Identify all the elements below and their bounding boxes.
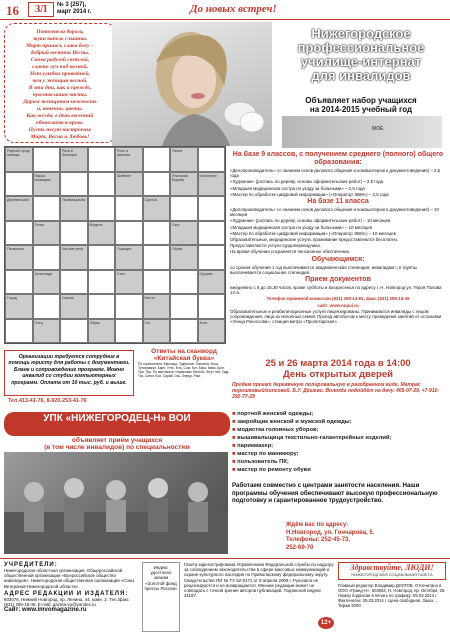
crossword-clue-cell: Атлантида [33,270,61,295]
answers-title: Ответы на сканворд «Китайская буква» [151,348,217,362]
crossword-cell [143,147,171,172]
crossword-cell [5,172,33,197]
classified-ad: Продам проект деревянную полировальную в разобранном виде. Матрас порошковый/гипсовой. Б.У. Дёшево. Вологда подойдёт на дачу. 465-07-29, +7-910-392-77-29 [232,382,440,400]
specialty-item: ■ пользователь ПК; [232,458,446,466]
poem [9,29,111,141]
founders-label: УЧРЕДИТЕЛИ: [4,562,58,568]
specialty-item: ■ вышивальщица текстильно-галантерейных изделий; [232,434,446,442]
crossword-clue-cell: Обувь [170,245,198,270]
crossword-cell [198,196,226,221]
poem-line: Март пришел, слава Богу – [26,43,94,49]
crossword-cell [88,270,116,295]
founders-text: Нижегородская областная организация, Общероссийской общественной организации «Всероссийское общество инвалидов», Нижегородская общественная организация «Союз Ветеранов Нижегородской области». [4,568,135,589]
crossword-clue-cell: Родной город певицы [5,147,33,172]
info-item: «Делопроизводитель» со знанием основ делового общения и компьютерного документоведения) – 2,5 года [230,168,441,179]
poem-line: чувства наши чисты. [32,92,88,98]
age-rating-badge: 12+ [318,617,334,629]
specialty-item: ■ парикмахер; [232,442,446,450]
info-item: Предоставляются услуги сурдопереводчика. [230,243,322,249]
crossword-cell [170,196,198,221]
crossword-clue-cell: Провинциалы [60,196,88,221]
crossword-cell [60,319,88,344]
woman-portrait-photo [112,22,272,146]
registration-info: Газета зарегистрирована Управлением Федеральной службы по надзору за соблюдением законодательства в сфере массовых коммуникаций и охране культурного наследия по Приволжскому федеральному округу. Свидетельство ПИ № ТУ 52-0171 от 9 апреля 2009 г. Рукописи не рецензируются и не возвращаются. Мнение редакции может не совпадать с точкой зрения авторов публикаций. Подписной индекс 31187. [184,562,334,599]
open-day [238,358,438,380]
crossword-cell [170,319,198,344]
issue-info [57,2,91,16]
upk-closing: Работаем совместно с центрами занятости населения. Наши программы обучения обеспечивают высокую профессиональную подготовку и гарантированное трудоустройство. [232,482,438,504]
crossword-cell [88,172,116,197]
upk-group-photo [4,452,228,554]
announce-line: Объявляет набор учащихся [305,96,417,105]
crossword-cell [33,147,61,172]
group-illustration [4,452,228,554]
portrait-illustration [112,22,272,146]
poem-line: Пусть несут настроенье [28,127,92,133]
upk-title: УПК «НИЖЕГОРОДЕЦ-Н» ВОИ [43,413,191,424]
upk-specialties [232,410,446,474]
announce-line: на 2014-2015 учебный год [309,105,413,114]
upk-banner [4,412,230,436]
issue-number: № 3 (257), [57,2,87,8]
poem-line: чем у женщин весной. [32,78,88,84]
poem-line: В эти дни, как и прежде, [28,85,92,91]
info-item: На время обучения сохраняется пенсионное обеспечение. [230,249,351,255]
upk-subtitle [4,437,230,451]
poem-line: Снова радугой светлой, [30,57,90,63]
crossword-cell [170,294,198,319]
upk-contacts [286,522,374,552]
footer-divider [0,558,450,559]
info-heading: Прием документов [305,276,371,284]
site-link[interactable]: Сайт: www.imvomagazine.ru [4,607,87,614]
crossword-cell [33,245,61,270]
crossword-cell [5,319,33,344]
crossword-cell [88,245,116,270]
crossword-cell [60,270,88,295]
info-heading: Обучающимся: [311,255,365,263]
crossword-cell [115,319,143,344]
crossword-clue-cell: Кинотеатр [198,172,226,197]
info-item: «Художник» (роспись по дереву, основы оформительских работ) – 2,5 года [230,179,384,185]
crossword-cell [60,172,88,197]
crossword-clue-cell: Стих [115,270,143,295]
upk-subtitle-line: (в том числе инвалидов) по специальностям [44,444,190,451]
crossword-clue-cell: Обувь [88,319,116,344]
crossword-clue-cell: Река в Франции [60,147,88,172]
newspaper-subtitle: НИЖЕГОРОДСКАЯ СОЦИАЛЬНАЯ ГАЗЕТА [351,572,433,577]
contacts-phones: 252-69-70 [286,544,314,551]
info-item: «Делопроизводитель» со знанием основ делового общения и компьютерного документоведения) – 10 месяцев [230,207,439,218]
info-item: «Младшая медицинская сестра по уходу за больными» – 10 месяцев [230,224,373,230]
crossword-clue-cell: Сказка [60,294,88,319]
crossword-clue-cell: Песня [170,147,198,172]
crossword-clue-cell: Гол [143,319,171,344]
crossword-cell [88,196,116,221]
job-phone: Тел.413-41-76, 8-920-253-41-76 [8,398,87,404]
crossword-cell [5,221,33,246]
info-item: ежедневно с 9 до 15.30 часов, кроме субботы и воскресенья по адресу г. Н. Новгород ул. Героя Попова 12-а. [230,285,442,296]
crossword-clue-cell: Японская борьба [170,172,198,197]
school-announcement [275,96,447,114]
crossword-clue-cell: Деревенский [5,196,33,221]
contacts-title: Ждём вас по адресу: [286,522,349,528]
crossword-cell [60,221,88,246]
school-photo [282,116,442,148]
contacts-phones: Телефоны: 252-45-73, [286,537,351,543]
crossword-clue-cell: Отец [33,319,61,344]
crossword-cell [33,294,61,319]
crossword-cell [143,245,171,270]
crossword-cell [115,221,143,246]
crossword-cell [143,221,171,246]
specialty-item: ■ мастер по маникюру; [232,450,446,458]
crossword-answers [138,348,230,406]
address-label: АДРЕС РЕДАКЦИИ И ИЗДАТЕЛЯ: [4,590,129,597]
school-title-line: для инвалидов [311,68,411,83]
crossword-clue-cell: Роль в фильме [115,147,143,172]
contacts-address: Н.Новгород, ул. Гончарова, 5. [286,529,375,536]
crossword-cell [198,245,226,270]
crossword-cell [115,294,143,319]
crossword-cell [143,270,171,295]
info-item: «Художник» (роспись по дереву, основы оформительских работ) – 10 месяцев [230,218,391,224]
crossword-clue-cell: Сделка [143,196,171,221]
crossword-cell [143,172,171,197]
newspaper-title [338,562,446,580]
specialty-item: ■ мастер по ремонту обуви [232,466,446,474]
school-title [275,27,447,83]
crossword-cell [88,147,116,172]
crossword-clue-cell: Скот [170,221,198,246]
crossword-cell [88,294,116,319]
crossword-clue-cell: Модели [88,221,116,246]
page-number: 16 [6,3,19,18]
info-heading: На базе 9 классов, с получением среднего (полного) общего образования: [232,151,444,166]
newspaper-logo: ЗЛ [28,2,54,17]
crossword-cell [198,294,226,319]
crossword-clue-cell: Горящее [115,245,143,270]
crossword-clue-cell: Место [143,294,171,319]
answers-text: По горизонтали: Крыльцо. Одеколон. Латрина. Коса. Тутанхамон. Карп. Утес. Ель. Сом. Кот. Анка. Маяк. Крот. Ура. Тир. По вертикали: Нарасхват. Бильбо. Жгут. Кит. Ода. Ток. Сапог. Воз. Сарай. Ось. Лемур. Ром. [138,362,230,378]
poem-line: Как всегда, в день весенний [26,113,94,119]
open-day-title: День открытых дверей [283,369,393,380]
header-slogan: До новых встреч! [190,3,277,15]
open-day-date: 25 и 26 марта 2014 года в 14:00 [265,358,411,369]
imprint-info: Главный редактор Владимир ДОЛГОВ. Отпечатано в ООО «Гранд-Н». 603064, Н. Новгород, пр. Октября, 26. Номер подписан в печать по графику: 05.03.2014 г. Фактически: 05.03.2014 г. Цена свободная. Заказ ... Тираж 5000. [338,583,446,608]
poem-line: звуки капель слышны. [32,36,88,42]
newspaper-name: Здравствуйте, ЛЮДИ! [350,563,434,572]
specialty-item: ■ модистка головных уборов; [232,426,446,434]
school-title-line: Нижегородское [311,26,411,41]
phone-line: Телефон приемной комиссии (831) 258-14-81, факс (831) 258-16-49 [266,296,410,302]
crossword-cell [33,196,61,221]
address-text: 603076, Нижний Новгород, пр. Ленина, 44, комн. 2. Тел./факс (831) 255-15-46. E-mail: gazeta-vo@yandex.ru [4,596,130,608]
info-heading: На базе 11 класса [307,198,369,206]
school-info [230,150,446,340]
site-line: сайт: www.nnpui.ru [317,302,359,308]
crossword-cell [170,270,198,295]
school-title-line: профессиональное [297,40,425,55]
poem-line: Дарим женщинам нежность [23,99,97,105]
crossword-cell [198,147,226,172]
poem-line: Нет улыбки приветней, [29,71,91,77]
info-item: Образовательные и реабилитационные услуги лицензированы. Принимаются инвалиды с лицом сопровождения, лица из неполных семей. Проезд автобусом к месту проведения занятий от остановки «Улица Рокоссова», станция метро «Пролетарская». [230,308,442,325]
crossword-clue-cell: Город [5,294,33,319]
info-item: «Мастер по обработке цифровой информации» («Оператор ЭВМ») – 2,5 года [230,191,389,197]
job-notice: Организации требуется сотрудник в помощь юристу для работы с документами. Бланк и сопровождение программ. Можно инвалид со студии компьютерных программ. Оплата от 10 тыс. руб. и выше. [4,350,134,396]
info-item: «Мастер по обработке цифровой информации» («Оператор ЭВМ») – 10 месяцев [230,230,396,236]
crossword-cell [115,196,143,221]
info-item: «Младшая медицинская сестра по уходу за больными» – 2,5 года [230,185,365,191]
poem-line: Потемнела дорога, [36,29,84,35]
index-box: Индекс удостоено знаком «Золотой фонд прессы России» [142,562,180,632]
poem-line: словно луч над волной, [31,64,88,70]
poem-line: добрый вестник Весны. [30,50,90,56]
upk-subtitle-line: объявляет приём учащихся [71,437,163,444]
issue-date: март 2014 г. [57,9,92,15]
founders-block [4,562,140,613]
crossword-clue-cell: Ахти [198,319,226,344]
info-item: со сроком обучения 1 год выплачивается академическая стипендия; инвалидам I, II группы выплачивается социальная стипендия. [230,264,417,275]
school-title-line: училище-интернат [300,54,422,69]
crossword-clue-cell: Марка иномарки [33,172,61,197]
poem-frame [4,23,116,143]
poem-line: Март, Весна и Любовь! [30,134,90,140]
crossword-clue-cell: Шейпинг [115,172,143,197]
specialty-item: ■ портной женской одежды; [232,410,446,418]
poem-line: и, конечно, цветы. [36,106,84,112]
poem-line: обновляется кровь. [35,120,85,126]
photo-caption: МОЕ [372,126,384,132]
crossword-clue-cell: Телка [33,221,61,246]
crossword-clue-cell: Частые речи [60,245,88,270]
crossword-cell [5,270,33,295]
crossword-grid [4,146,226,344]
crossword-clue-cell: Пельмени [5,245,33,270]
crossword-clue-cell: Оружие [198,270,226,295]
crossword-cell [198,221,226,246]
specialty-item: ■ закройщик женской и мужской одежды; [232,418,446,426]
info-item: Образовательные, медицинские услуги, проживание предоставляются бесплатно. [230,237,399,243]
